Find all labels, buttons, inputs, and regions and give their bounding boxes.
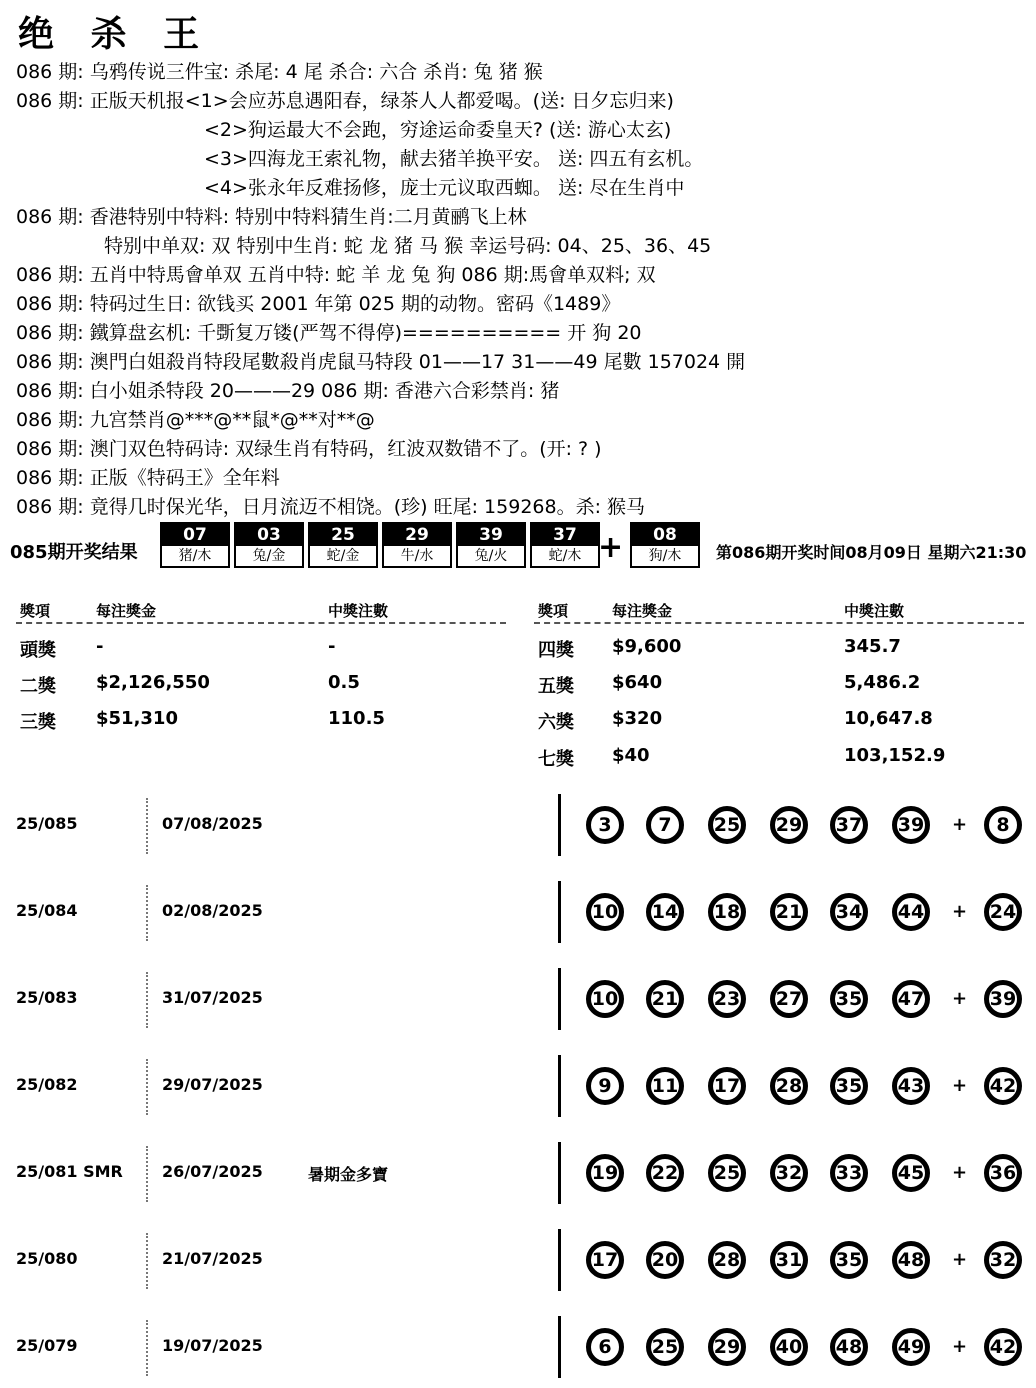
- prize-count: 0.5: [328, 672, 360, 693]
- text-line: 086 期: 正版《特码王》全年料: [16, 467, 280, 489]
- prize-header-count: 中獎注數: [844, 602, 905, 620]
- text-line: <4>张永年反难扬修，庞士元议取西蜘。 送: 尽在生肖中: [204, 177, 685, 199]
- result-ball: 22: [646, 1154, 684, 1192]
- prize-header-count: 中獎注數: [328, 602, 389, 620]
- prize-amount: $320: [612, 708, 663, 729]
- draw-ball: [160, 522, 230, 568]
- row-divider: [558, 881, 561, 943]
- result-special-ball: 42: [984, 1328, 1022, 1366]
- ball-number: 29: [384, 524, 450, 546]
- result-ball: 9: [586, 1067, 624, 1105]
- draw-date: 02/08/2025: [162, 901, 263, 920]
- ball-zodiac: 兔/金: [252, 548, 286, 564]
- prize-name: 頭獎: [20, 640, 56, 661]
- result-special-ball: 39: [984, 980, 1022, 1018]
- row-divider: [558, 1229, 561, 1291]
- draw-id: 25/082: [16, 1075, 78, 1094]
- prize-name: 五獎: [538, 676, 574, 697]
- draw-date: 19/07/2025: [162, 1336, 263, 1355]
- result-ball: 27: [770, 980, 808, 1018]
- page-title: 绝 杀 王: [18, 13, 212, 55]
- prize-amount: $40: [612, 745, 650, 766]
- row-separator: [146, 972, 148, 1028]
- prize-amount: -: [96, 636, 104, 657]
- result-ball: 25: [708, 1154, 746, 1192]
- draw-ball: [234, 522, 304, 568]
- draw-ball: [382, 522, 452, 568]
- prize-amount: $9,600: [612, 636, 682, 657]
- result-ball: 17: [708, 1067, 746, 1105]
- result-special-ball: 42: [984, 1067, 1022, 1105]
- result-ball: 25: [646, 1328, 684, 1366]
- draw-note: 暑期金多寶: [308, 1165, 389, 1184]
- result-ball: 39: [892, 806, 930, 844]
- prize-header-item: 獎項: [538, 602, 569, 620]
- draw-date: 31/07/2025: [162, 988, 263, 1007]
- prize-amount: $51,310: [96, 708, 178, 729]
- draw-date: 29/07/2025: [162, 1075, 263, 1094]
- plus-sign: +: [952, 1249, 968, 1270]
- result-ball: 18: [708, 893, 746, 931]
- result-ball: 29: [770, 806, 808, 844]
- result-ball: 37: [830, 806, 868, 844]
- row-divider: [558, 1316, 561, 1378]
- row-separator: [146, 1059, 148, 1115]
- ball-zodiac: 牛/水: [400, 548, 434, 564]
- text-line: 086 期: 白小姐杀特段 20———29 086 期: 香港六合彩禁肖: 猪: [16, 380, 560, 402]
- text-line: 086 期: 竟得几时保光华，日月流迈不相饶。(珍) 旺尾: 159268。杀: 猴马: [16, 496, 646, 518]
- result-ball: 33: [830, 1154, 868, 1192]
- text-line: <3>四海龙王索礼物，献去猪羊换平安。 送: 四五有玄机。: [204, 148, 704, 170]
- result-ball: 21: [646, 980, 684, 1018]
- prize-count: 110.5: [328, 708, 385, 729]
- plus-sign: +: [952, 1075, 968, 1096]
- result-ball: 25: [708, 806, 746, 844]
- text-line: 086 期: 澳门双色特码诗: 双绿生肖有特码，红波双数错不了。(开: ? ): [16, 438, 602, 460]
- ball-number: 07: [162, 524, 228, 546]
- plus-sign: +: [952, 1162, 968, 1183]
- result-ball: 28: [708, 1241, 746, 1279]
- result-ball: 32: [770, 1154, 808, 1192]
- result-ball: 10: [586, 893, 624, 931]
- prize-header-per: 每注獎金: [612, 602, 673, 620]
- row-separator: [146, 798, 148, 854]
- draw-date: 07/08/2025: [162, 814, 263, 833]
- result-ball: 6: [586, 1328, 624, 1366]
- result-ball: 10: [586, 980, 624, 1018]
- result-special-ball: 24: [984, 893, 1022, 931]
- draw-id: 25/080: [16, 1249, 78, 1268]
- prize-count: -: [328, 636, 336, 657]
- draw-ball: [530, 522, 600, 568]
- prize-name: 七獎: [538, 749, 574, 770]
- result-ball: 19: [586, 1154, 624, 1192]
- result-ball: 34: [830, 893, 868, 931]
- result-ball: 11: [646, 1067, 684, 1105]
- ball-zodiac: 蛇/木: [548, 548, 582, 564]
- text-line: 086 期: 特码过生日: 欲钱买 2001 年第 025 期的动物。密码《1489》: [16, 293, 621, 315]
- result-ball: 47: [892, 980, 930, 1018]
- prize-count: 103,152.9: [844, 745, 946, 766]
- prize-amount: $640: [612, 672, 663, 693]
- divider: [16, 622, 506, 624]
- draw-date: 26/07/2025: [162, 1162, 263, 1181]
- result-ball: 43: [892, 1067, 930, 1105]
- result-ball: 17: [586, 1241, 624, 1279]
- result-ball: 7: [646, 806, 684, 844]
- row-separator: [146, 1146, 148, 1202]
- result-ball: 14: [646, 893, 684, 931]
- text-line: <2>狗运最大不会跑，穷途运命委皇天? (送: 游心太玄): [204, 119, 672, 141]
- text-line: 086 期: 乌鸦传说三件宝: 杀尾: 4 尾 杀合: 六合 杀肖: 兔 猪 猴: [16, 61, 543, 83]
- result-ball: 31: [770, 1241, 808, 1279]
- ball-zodiac: 狗/木: [648, 548, 682, 564]
- prize-name: 三獎: [20, 712, 56, 733]
- draw-id: 25/083: [16, 988, 78, 1007]
- ball-number: 39: [458, 524, 524, 546]
- prize-name: 六獎: [538, 712, 574, 733]
- result-ball: 48: [892, 1241, 930, 1279]
- plus-sign: +: [598, 530, 624, 565]
- result-special-ball: 8: [984, 806, 1022, 844]
- prize-name: 二獎: [20, 676, 56, 697]
- result-ball: 35: [830, 1067, 868, 1105]
- ball-number: 03: [236, 524, 302, 546]
- row-divider: [558, 968, 561, 1030]
- result-ball: 35: [830, 980, 868, 1018]
- prize-header-item: 獎項: [20, 602, 51, 620]
- result-ball: 29: [708, 1328, 746, 1366]
- result-ball: 45: [892, 1154, 930, 1192]
- text-line: 086 期: 五肖中特馬會单双 五肖中特: 蛇 羊 龙 兔 狗 086 期:馬會单双料; 双: [16, 264, 656, 286]
- plus-sign: +: [952, 1336, 968, 1357]
- prize-name: 四獎: [538, 640, 574, 661]
- draw-id: 25/081 SMR: [16, 1162, 123, 1181]
- prize-count: 10,647.8: [844, 708, 933, 729]
- row-divider: [558, 1055, 561, 1117]
- text-line: 086 期: 香港特别中特料: 特别中特料猜生肖:二月黄鹂飞上林: [16, 206, 527, 228]
- row-separator: [146, 1233, 148, 1289]
- result-ball: 40: [770, 1328, 808, 1366]
- prize-amount: $2,126,550: [96, 672, 210, 693]
- ball-number: 37: [532, 524, 598, 546]
- ball-zodiac: 猪/木: [178, 548, 212, 564]
- draw-id: 25/084: [16, 901, 78, 920]
- ball-number: 25: [310, 524, 376, 546]
- ball-zodiac: 兔/火: [474, 548, 508, 564]
- row-separator: [146, 885, 148, 941]
- text-line: 086 期: 九宫禁肖@***@**鼠*@**对**@: [16, 409, 375, 431]
- prize-count: 5,486.2: [844, 672, 921, 693]
- result-special-ball: 36: [984, 1154, 1022, 1192]
- result-ball: 28: [770, 1067, 808, 1105]
- result-ball: 20: [646, 1241, 684, 1279]
- next-draw-time: 第086期开奖时间08月09日 星期六21:30: [716, 543, 1027, 562]
- result-special-ball: 32: [984, 1241, 1022, 1279]
- row-separator: [146, 1320, 148, 1376]
- divider: [534, 622, 1024, 624]
- plus-sign: +: [952, 814, 968, 835]
- text-line: 086 期: 澳門白姐殺肖特段尾數殺肖虎鼠马特段 01——17 31——49 尾數 157024 開: [16, 351, 746, 373]
- result-ball: 21: [770, 893, 808, 931]
- text-line: 特别中单双: 双 特别中生肖: 蛇 龙 猪 马 猴 幸运号码: 04、25、36、45: [104, 235, 712, 257]
- prize-header-per: 每注獎金: [96, 602, 157, 620]
- draw-id: 25/079: [16, 1336, 78, 1355]
- row-divider: [558, 794, 561, 856]
- draw-label: 085期开奖结果: [10, 542, 138, 563]
- text-line: 086 期: 鐵算盘玄机: 千斲复万镂(严驾不得停)========== 开 狗 20: [16, 322, 642, 344]
- special-ball: [630, 522, 700, 568]
- draw-ball: [308, 522, 378, 568]
- result-ball: 3: [586, 806, 624, 844]
- ball-zodiac: 蛇/金: [326, 548, 360, 564]
- plus-sign: +: [952, 901, 968, 922]
- result-ball: 23: [708, 980, 746, 1018]
- plus-sign: +: [952, 988, 968, 1009]
- result-ball: 35: [830, 1241, 868, 1279]
- draw-date: 21/07/2025: [162, 1249, 263, 1268]
- text-line: 086 期: 正版天机报<1>会应苏息遇阳春，绿茶人人都爱喝。(送: 日夕忘归来): [16, 90, 674, 112]
- row-divider: [558, 1142, 561, 1204]
- result-ball: 49: [892, 1328, 930, 1366]
- draw-ball: [456, 522, 526, 568]
- result-ball: 44: [892, 893, 930, 931]
- result-ball: 48: [830, 1328, 868, 1366]
- draw-id: 25/085: [16, 814, 78, 833]
- ball-number: 08: [632, 524, 698, 546]
- prize-count: 345.7: [844, 636, 901, 657]
